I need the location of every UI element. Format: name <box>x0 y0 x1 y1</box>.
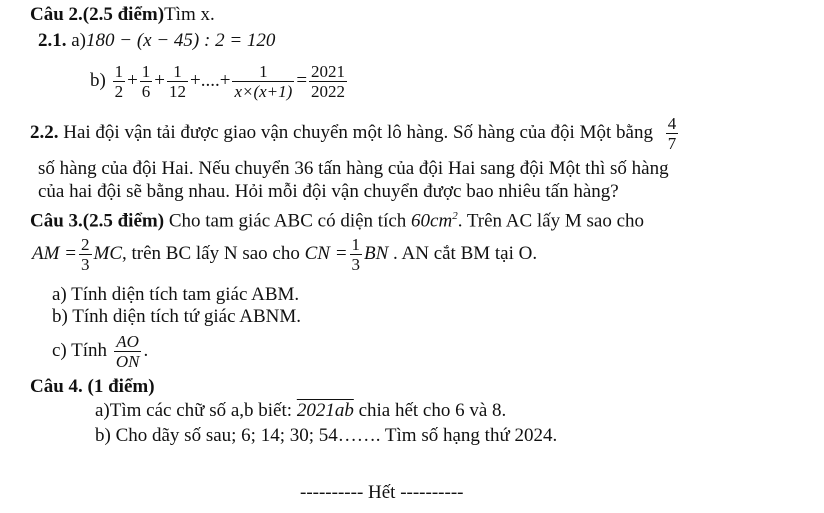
q3-line1 <box>30 205 644 232</box>
area-sup: 2 <box>452 210 458 222</box>
footer: ---------- Hết ---------- <box>300 482 464 503</box>
q2-2-text1: Hai đội vận tải được giao vận chuyển một lô hàng. Số hàng của đội Một bằng <box>63 122 653 143</box>
q2-1-b-prefix: b) <box>90 70 106 91</box>
fraction-4-7: $\frac{4}{7}$ <box>667 114 677 154</box>
q4-a-prefix: a)Tìm các chữ số a,b biết: <box>95 400 293 421</box>
q3-line1-end: . Trên AC lấy M sao cho <box>457 210 645 232</box>
q3-b: b) Tính diện tích tứ giác ABNM. <box>52 306 302 327</box>
fraction-1-3: $\frac{1}{3}$ <box>351 235 361 275</box>
am-lhs: AM = <box>32 243 78 264</box>
fraction-2-3: $\frac{2}{3}$ <box>81 235 90 275</box>
q2-title-bold: Câu 2.(2.5 điểm) <box>30 4 165 25</box>
q4-title <box>30 376 155 398</box>
q3-c <box>52 330 148 372</box>
q3-c-end: . <box>143 340 149 361</box>
fraction-1-2: $\frac{1}{2}$ <box>114 62 124 102</box>
q2-title-rest: Tìm x. <box>164 4 215 25</box>
q4-a-suffix: chia hết cho 6 và 8. <box>358 400 507 421</box>
q3-title-bold: Câu 3.(2.5 điểm) <box>30 210 165 232</box>
fraction-ao-on: $\frac{AO}{ON}$ <box>115 332 140 372</box>
fraction-1-xx1: $\frac{1}{x\times(x+1)}$ <box>234 62 293 102</box>
q2-2-line2: số hàng của đội Hai. Nếu chuyển 36 tấn hàng của đội Hai sang đội Một thì số hàng <box>38 158 669 179</box>
fraction-1-6: $\frac{1}{6}$ <box>141 62 151 102</box>
q4-a-number: 2021ab <box>296 400 354 421</box>
q3-c-prefix: c) Tính <box>52 340 108 361</box>
q3-a: a) Tính diện tích tam giác ABM. <box>52 284 300 305</box>
q3-line2 <box>32 233 537 275</box>
fraction-2021-2022: $\frac{2021}{2022}$ <box>311 62 346 102</box>
fraction-1-12: $\frac{1}{12}$ <box>169 62 187 102</box>
q4-b: b) Cho dãy số sau; 6; 14; 30; 54……. Tìm số hạng thứ 2024. <box>95 425 558 446</box>
q4-a <box>95 400 506 422</box>
area-value: 60cm <box>411 210 453 232</box>
cn-lhs: CN = <box>304 243 348 264</box>
q2-1-a-prefix: a) <box>71 30 87 51</box>
q4-title-bold: Câu 4. (1 điểm) <box>30 376 155 397</box>
q2-2-line3: của hai đội sẽ bằng nhau. Hỏi mỗi đội vận chuyển được bao nhiêu tấn hàng? <box>38 181 619 202</box>
q2-1-label: 2.1. <box>38 30 67 51</box>
q3-line1-text: Cho tam giác ABC có diện tích <box>168 210 407 232</box>
ellipsis: +....+ <box>190 70 231 91</box>
cn-rhs: BN <box>364 243 389 264</box>
q3-line2-end: . AN cắt BM tại O. <box>393 243 538 264</box>
am-rhs: MC <box>93 243 123 264</box>
q2-1-b: b) $\frac{1}{2}$ + $\frac{1}{6}$ + $\frac{1}{12}$ +....+ $\frac{1}{x\times(x+1)}$ = $\frac{2021}{2022}$ <box>90 62 346 102</box>
q2-title <box>30 4 215 26</box>
q3-line2-mid: , trên BC lấy N sao cho <box>122 243 300 264</box>
q2-2-label: 2.2. <box>30 122 59 143</box>
q2-1-a-expr: 180 − (x − 45) : 2 = 120 <box>86 30 276 51</box>
q2-1-a <box>38 30 275 52</box>
q2-2-line1 <box>30 112 680 154</box>
